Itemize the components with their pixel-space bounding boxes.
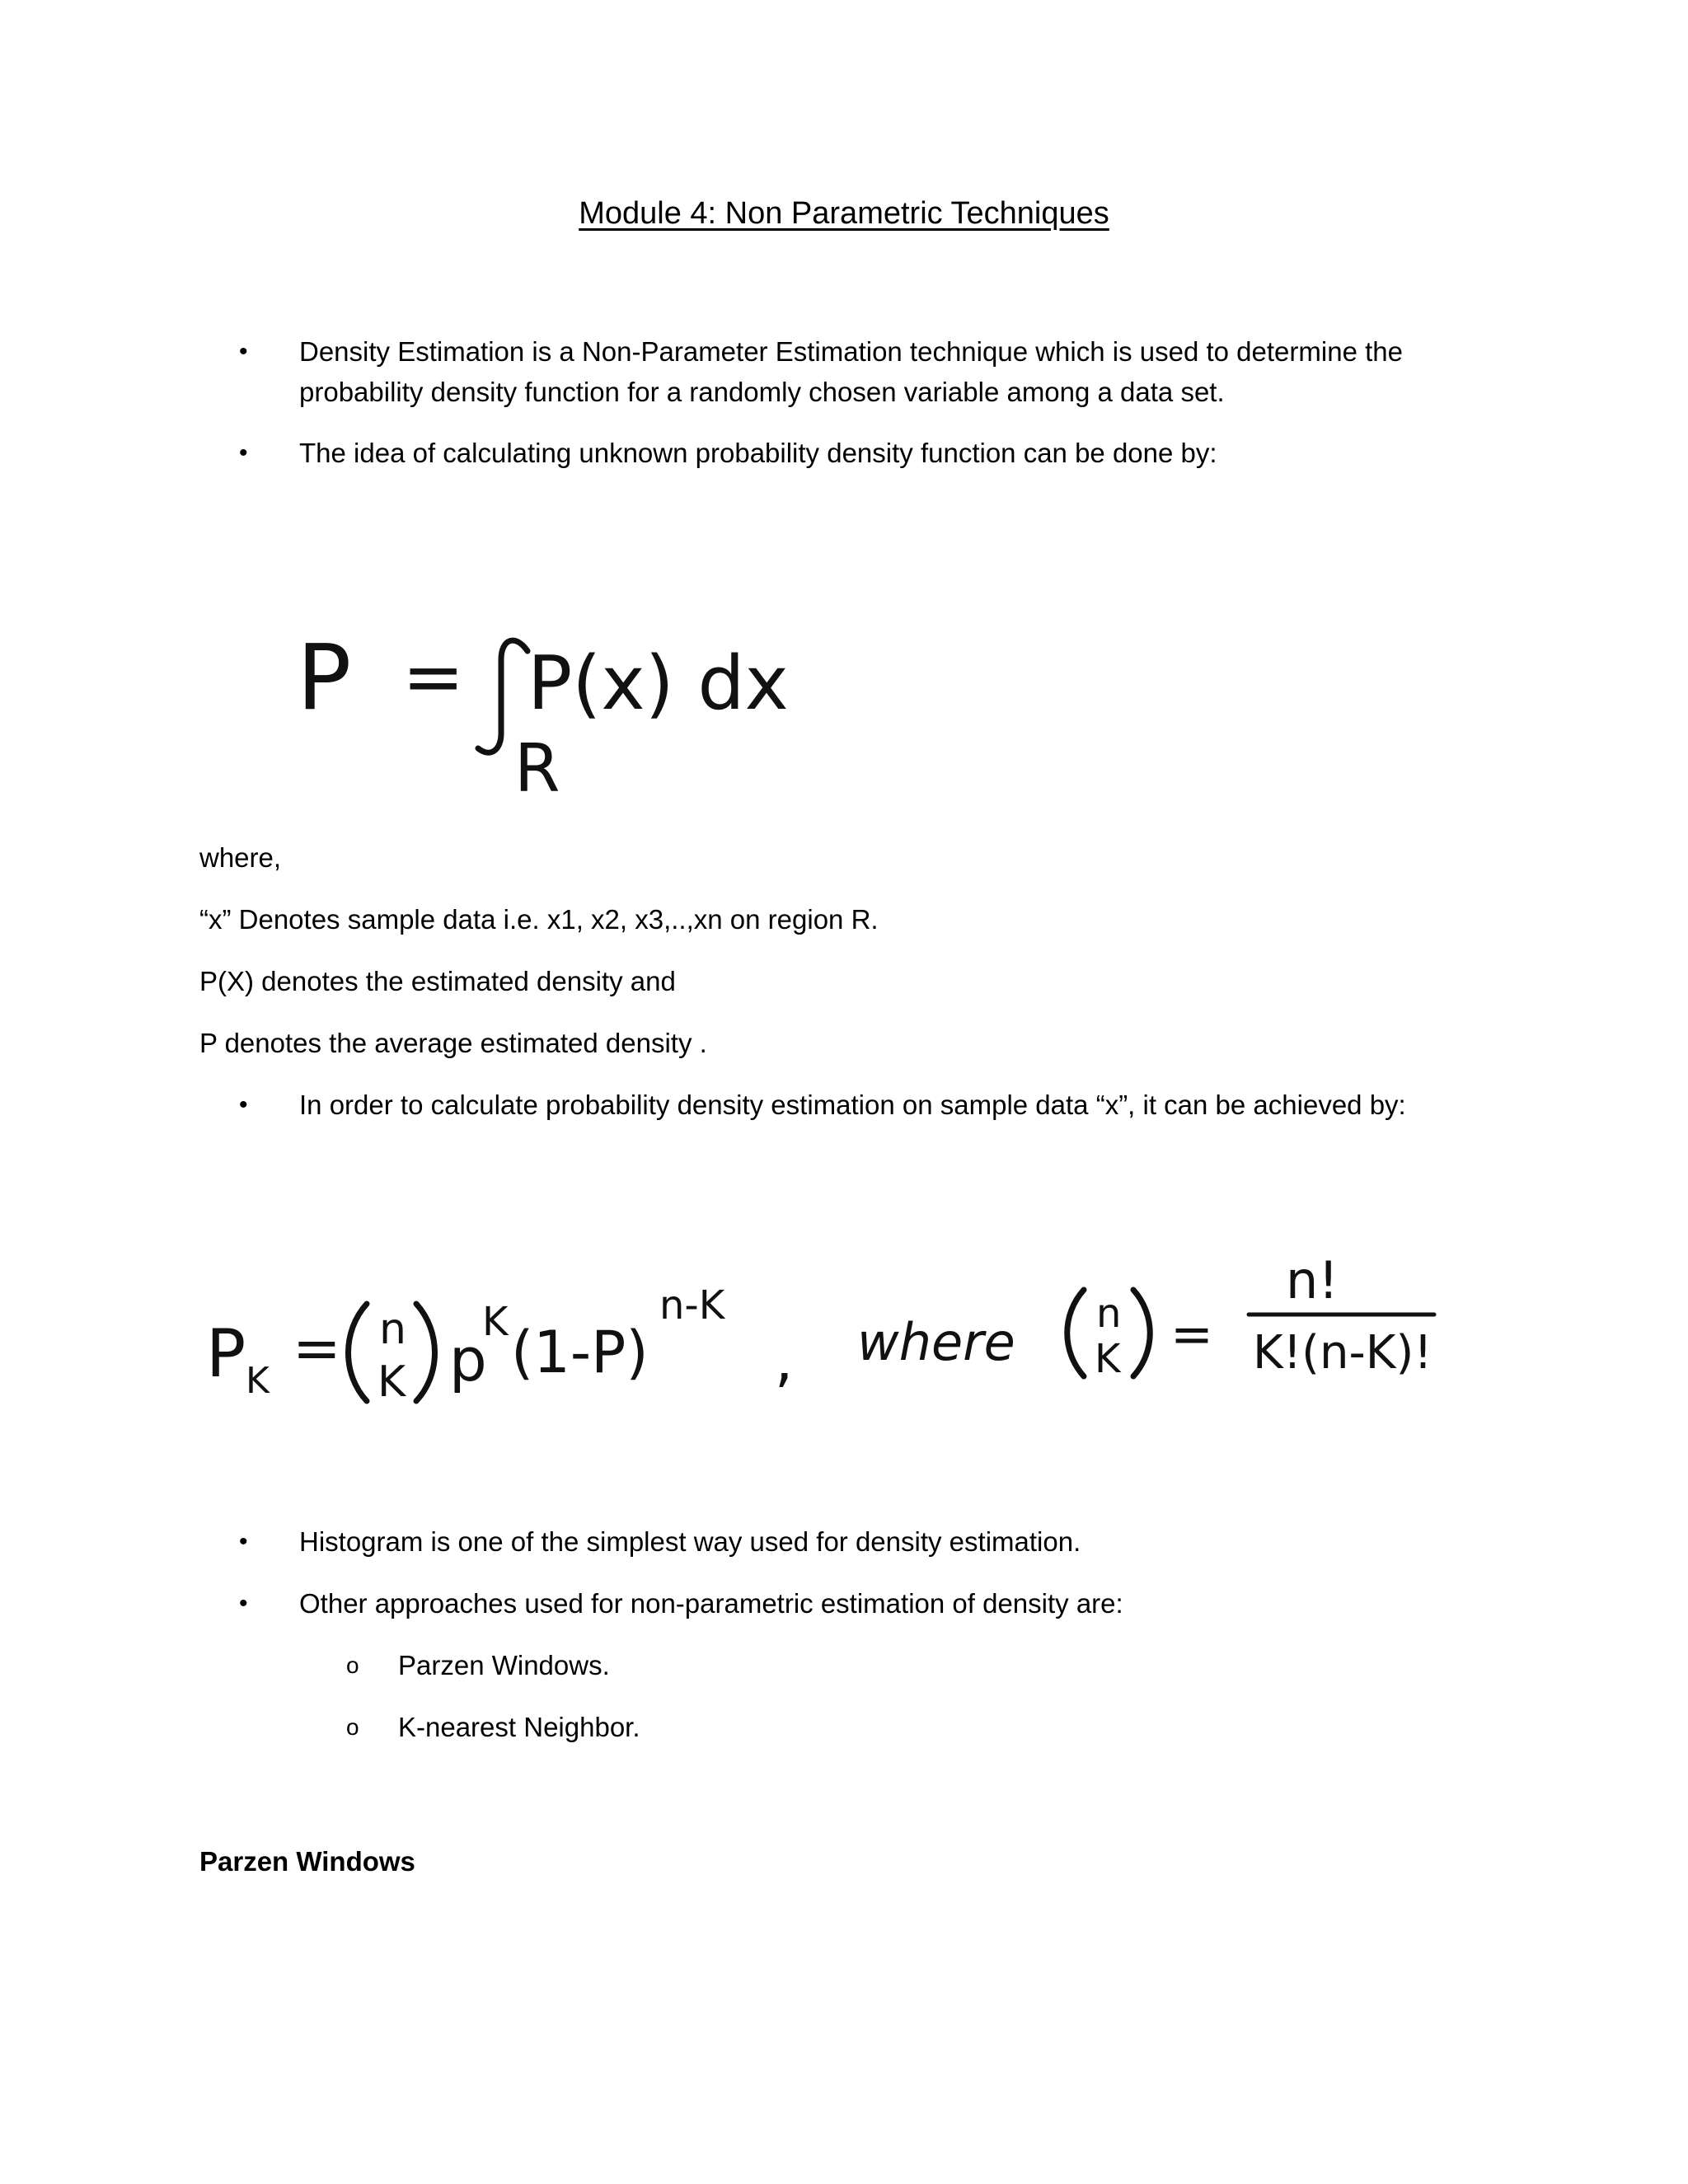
equation-p-exponent: K (482, 1299, 509, 1345)
binomial-top: n (1096, 1291, 1122, 1337)
equation-where: where (857, 1312, 1015, 1372)
integral-equation (280, 626, 841, 824)
bullet-marker: • (239, 1091, 248, 1118)
definition-line: P(X) denotes the estimated density and (199, 966, 676, 996)
bullet-text: The idea of calculating unknown probability density function can be done by: (299, 438, 1217, 468)
equation-equals: = (293, 1315, 341, 1382)
bullet-marker: • (239, 1528, 248, 1555)
bullet-item (239, 1521, 1475, 1562)
equation-lhs-subscript: K (246, 1360, 270, 1402)
where-label: where, (199, 842, 282, 873)
left-paren-icon (349, 1304, 368, 1401)
equation-lhs: P (206, 1315, 246, 1392)
equation-lhs: P (297, 625, 352, 730)
page-title: Module 4: Non Parametric Techniques (579, 196, 1109, 231)
right-paren-icon (416, 1304, 435, 1401)
sub-marker: o (346, 1652, 359, 1678)
equation-equals: = (1170, 1304, 1213, 1364)
section-heading: Parzen Windows (199, 1846, 415, 1877)
bullet-item (239, 1085, 1599, 1125)
bullet-text: Other approaches used for non-parametric estimation of density are: (299, 1588, 1123, 1619)
equation-limit: R (514, 730, 560, 807)
sub-marker: o (346, 1714, 359, 1740)
equation-integrand: P(x) dx (528, 640, 789, 727)
bullet-marker: • (239, 439, 248, 466)
definition-line: P denotes the average estimated density . (199, 1028, 707, 1058)
equation-p: p (449, 1325, 487, 1394)
bullet-marker: • (239, 338, 248, 365)
equation-comma: , (775, 1327, 794, 1394)
left-paren-icon (1067, 1290, 1084, 1376)
bullet-text: In order to calculate probability density estimation on sample data “x”, it can be achieved by: (299, 1090, 1406, 1120)
bullet-marker: • (239, 1590, 248, 1617)
bullet-text: Histogram is one of the simplest way used for density estimation. (299, 1526, 1081, 1557)
bullet-line: Density Estimation is a Non-Parameter Estimation technique which is used to determine the (299, 336, 1403, 367)
equation-q-term: (1-P) (511, 1319, 649, 1386)
bullet-item (239, 331, 1475, 412)
fraction-denominator: K!(n-K)! (1253, 1326, 1432, 1380)
bullet-text (299, 331, 1475, 412)
bullet-item (239, 1583, 1475, 1624)
sub-list-item (346, 1645, 1418, 1685)
binomial-bottom: K (377, 1357, 406, 1407)
bullet-line: probability density function for a randomly chosen variable among a data set. (299, 377, 1225, 407)
fraction-numerator: n! (1286, 1250, 1339, 1310)
sub-item-text: K-nearest Neighbor. (398, 1712, 640, 1742)
binomial-bottom: K (1095, 1336, 1121, 1382)
sub-item-text: Parzen Windows. (398, 1650, 610, 1680)
sub-list-item (346, 1707, 1418, 1747)
binomial-top: n (379, 1305, 406, 1354)
equation-q-exponent: n-K (659, 1282, 725, 1329)
right-paren-icon (1133, 1290, 1150, 1376)
binomial-equation (198, 1228, 1467, 1426)
bullet-item (239, 433, 1475, 473)
equation-equals: = (402, 634, 465, 720)
definition-line: “x” Denotes sample data i.e. x1, x2, x3,..,xn on region R. (199, 904, 879, 935)
